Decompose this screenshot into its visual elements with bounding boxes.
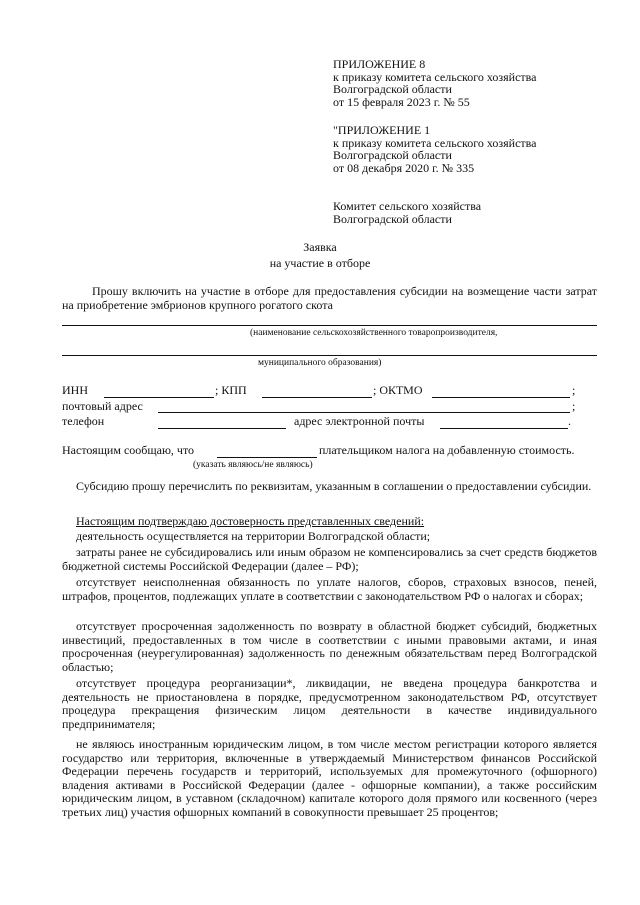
vat-prefix: Настоящим сообщаю, что: [62, 443, 195, 457]
municipality-line: [62, 355, 597, 356]
confirmation-item-not-offshore: не являюсь иностранным юридическим лицом, в том числе местом регистрации которого является государство или территория, включенные в утверждаемый Министерством финансов Российской Федерации перечень государств и территорий, используемых для промежуточного (офшорного) владения активами в Российской Федерации (далее - офшорные компании), а также российским юридическим лицом, в уставном (складочном) капитале которого доля прямого или косвенного (через третьих лиц) участия офшорных компаний в совокупности превышает 25 процентов;: [62, 737, 597, 819]
postal-address-label: почтовый адрес: [62, 399, 143, 413]
addressee-line-1: Комитет сельского хозяйства: [333, 199, 482, 213]
appendix-1-block: [333, 124, 537, 174]
inn-field: [104, 397, 214, 398]
producer-name-caption: (наименование сельскохозяйственного товаропроизводителя,: [250, 328, 498, 338]
appendix-1-line-3: от 08 декабря 2020 г. № 335: [333, 160, 475, 175]
phone-label: телефон: [62, 414, 105, 428]
inn-label: ИНН: [62, 383, 88, 397]
appendix-8-line-2: Волгоградской области: [333, 82, 452, 96]
confirmation-item-no-overdue-debt: отсутствует просроченная задолженность по возврату в областной бюджет субсидий, бюджетных инвестиций, предоставленных в том числе в соответствии с иными правовыми актами, и иная просроченная (неурегулированная) задолженность по денежным обязательствам перед Волгоградской областью;: [62, 619, 597, 674]
addressee-line-2: Волгоградской области: [333, 211, 452, 226]
request-paragraph: Прошу включить на участие в отборе для предоставления субсидии на возмещение части затрат на приобретение эмбрионов крупного рогатого скота: [62, 284, 597, 312]
subsidy-paragraph: Субсидию прошу перечислить по реквизитам, указанным в соглашении о предоставлении субсидии.: [76, 479, 592, 493]
email-field: [440, 428, 568, 429]
kpp-label: ; КПП: [215, 383, 247, 397]
municipality-caption: муниципального образования): [258, 358, 382, 368]
oktmo-label: ; ОКТМО: [373, 383, 423, 397]
confirmation-item-no-tax-debt: отсутствует неисполненная обязанность по уплате налогов, сборов, страховых взносов, пеней, штрафов, процентов, подлежащих уплате в соответствии с законодательством РФ о налогах и сборах;: [62, 575, 597, 603]
appendix-1-line-1: к приказу комитета сельского хозяйства: [333, 135, 537, 150]
addressee-block: [333, 200, 481, 225]
appendix-8-line-3: от 15 февраля 2023 г. № 55: [333, 94, 470, 109]
appendix-8-line-1: к приказу комитета сельского хозяйства: [333, 69, 537, 84]
oktmo-field: [432, 397, 570, 398]
phone-field: [158, 428, 286, 429]
kpp-field: [262, 397, 372, 398]
appendix-8-block: [333, 58, 537, 108]
appendix-8-title: ПРИЛОЖЕНИЕ 8: [333, 57, 426, 71]
vat-hint: (указать являюсь/не являюсь): [193, 460, 313, 470]
vat-suffix: плательщиком налога на добавленную стоимость.: [319, 443, 575, 457]
postal-address-field: [158, 412, 570, 413]
email-period: .: [568, 414, 571, 428]
document-subtitle: на участие в отборе: [269, 256, 371, 270]
vat-status-field: [217, 457, 317, 458]
appendix-1-title: "ПРИЛОЖЕНИЕ 1: [333, 123, 431, 137]
confirmation-heading: Настоящим подтверждаю достоверность представленных сведений:: [76, 514, 425, 528]
email-label: адрес электронной почты: [294, 414, 425, 428]
confirmation-item-no-reorganization: отсутствует процедура реорганизации*, ликвидации, не введена процедура банкротства и деятельность не приостановлена в порядке, предусмотренном законодательством РФ, отсутствует процедура прекращения физическим лицом деятельности в качестве индивидуального предпринимателя;: [62, 676, 597, 731]
producer-name-line: [62, 325, 597, 326]
document-title: Заявка: [303, 240, 337, 254]
confirmation-item-no-compensation: затраты ранее не субсидировались или иным образом не компенсировались за счет средств бюджетов бюджетной системы Российской Федерации (далее – РФ);: [62, 545, 597, 573]
postal-address-semicolon: ;: [572, 399, 576, 413]
confirmation-item-territory: деятельность осуществляется на территории Волгоградской области;: [76, 529, 431, 543]
appendix-1-line-2: Волгоградской области: [333, 148, 452, 162]
oktmo-semicolon: ;: [572, 383, 576, 397]
